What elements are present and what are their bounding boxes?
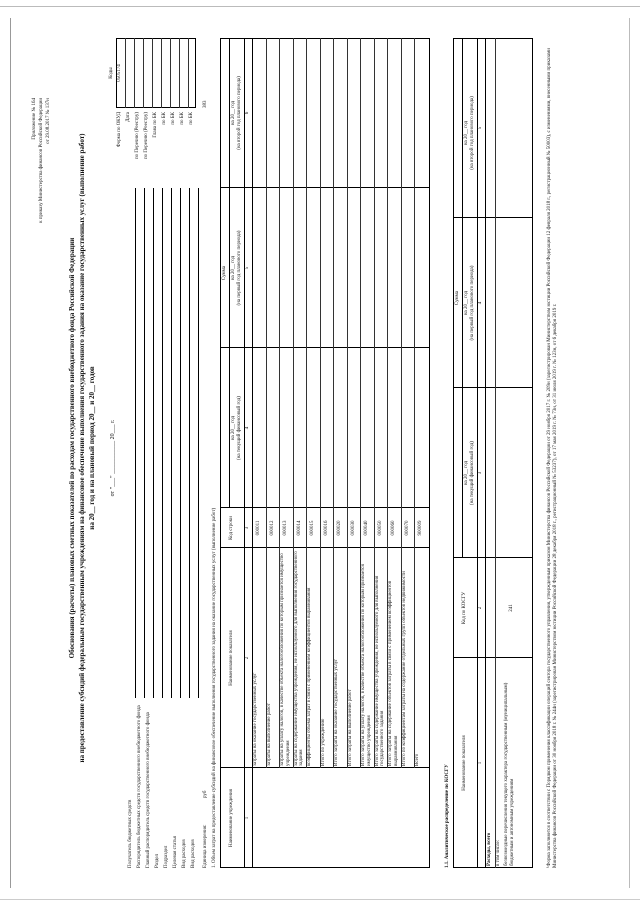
- codes-row-label: по БК: [180, 112, 185, 125]
- kosgu-header-year-note: (на второй год планового периода): [470, 96, 475, 170]
- table-row-name: Итого затраты на выполнение работ: [347, 689, 353, 766]
- kosgu-header-name: Наименование показателя: [462, 735, 467, 791]
- title-date-line: от "___" ___________ 20___ г.: [110, 419, 116, 497]
- codes-row-label: по БК: [171, 112, 176, 125]
- rotated-form: [20, 18, 620, 888]
- header-field-underline[interactable]: [180, 188, 181, 698]
- header-field-underline[interactable]: [153, 188, 154, 698]
- codes-row-label: Форма по ОКУД: [117, 112, 122, 148]
- header-field-underline[interactable]: [189, 188, 190, 698]
- table-row-name: Итого затраты на оказание государственных услуг: [334, 658, 339, 766]
- codes-row-label: Дата: [126, 112, 131, 122]
- unit-label: Единица измерения:: [203, 824, 208, 868]
- table-row-name: Итого по учреждению: [320, 718, 326, 766]
- col-number: 1: [245, 816, 250, 820]
- col-header-sum: Сумма: [222, 265, 227, 281]
- kosgu-header-year: на 20__ год: [464, 290, 469, 316]
- table-row-code: 000013: [283, 520, 288, 536]
- kosgu-row-name: безвозмездные перечисления текущего характера государственным (муниципальным) бюджетным и автономным учреждениям: [504, 682, 515, 866]
- col-number: 4: [245, 426, 250, 430]
- table-row-name: Итого затраты на уплату налогов, в качестве объекта налогообложения по которым признается имущество учреждения: [361, 564, 372, 766]
- kosgu-col-number: 5: [478, 126, 483, 130]
- table-row-name: коэффициенты объема затрат в связи с применением коэффициентов выравнивания: [307, 587, 312, 766]
- col-number: 5: [245, 266, 250, 270]
- table-row-name: затраты на содержание имущества учреждения, не используемого для выполнения государственного задания: [293, 551, 304, 766]
- kosgu-col-number: 2: [478, 606, 483, 610]
- table-row-code: 000014: [296, 520, 302, 536]
- col-header-year-note: (на первый год планового периода): [237, 230, 242, 306]
- codes-row-divider: [143, 38, 144, 108]
- col-number: 2: [245, 656, 250, 660]
- kosgu-row-name: в том числе:: [496, 839, 501, 866]
- table-sum-divider: [229, 38, 230, 508]
- kosgu-col-number: 3: [478, 471, 483, 475]
- kosgu-numbers-divider: [485, 38, 486, 868]
- scan-edge-left: [10, 18, 11, 888]
- kosgu-header-year-note: (на текущий финансовый год): [470, 441, 475, 505]
- col-header-year: на 20__ год: [231, 100, 236, 126]
- header-field-underline[interactable]: [135, 188, 136, 698]
- table-row-code: 000040: [364, 520, 369, 536]
- kosgu-sum-divider: [462, 38, 463, 558]
- header-field-underline[interactable]: [162, 188, 163, 698]
- header-field-underline[interactable]: [198, 188, 199, 698]
- scan-edge-right: [629, 18, 630, 888]
- header-field-label: Получатель бюджетных средств: [128, 799, 133, 868]
- appendix-line-1: Приложение № 164: [32, 98, 37, 140]
- col-header-year-note: (на второй год планового периода): [237, 76, 242, 150]
- codes-row-label: по Перечню (Реестру): [135, 112, 140, 160]
- table-row-name: затраты на оказание государственных услуг: [253, 672, 258, 766]
- codes-row-divider: [152, 38, 153, 108]
- kosgu-header-year: на 20__ год: [464, 460, 469, 486]
- header-field-label: Вид расходов: [182, 839, 187, 868]
- kosgu-header-year-note: (на первый год планового периода): [470, 265, 475, 341]
- kosgu-header-year: на 20__ год: [464, 120, 469, 146]
- codes-row-label: по Перечню (Реестру): [144, 112, 149, 160]
- title-line-3: на 20__ год и на плановый период 20__ и 20__ годов: [88, 366, 96, 530]
- codes-header: Коды: [109, 67, 114, 79]
- table-row-code: 000070: [404, 520, 410, 536]
- codes-row-divider: [170, 38, 171, 108]
- codes-box: [116, 38, 196, 108]
- footnote: ¹Форма заполняется в соответствии с Порядком применения классификации операций сектора государственного управления, утвержденным приказом Министерства финансов Российской Федерации от 29 ноября 2017 г. № 209н (зарегистрирован Министерством юстиции Российской Федерации 12 февраля 2018 г., регистрационный № 50003), с изменениями, внесенными приказами Министерства финансов Российской Федерации от 30 ноября 2018 г. № 244н (зарегистрирован Министерством юстиции Российской Федерации 28 декабря 2018 г., регистрационный № 53237), от 17 мая 2019 г. № 73н, от 31 июля 2019 г. № 123н, от 6 декабря 2019 г.: [547, 48, 558, 868]
- okei-value: 383: [203, 100, 208, 108]
- header-field-label: Раздел: [155, 853, 160, 868]
- table-row-code: 900009: [418, 520, 423, 536]
- table-row-code: 000012: [269, 520, 275, 536]
- col-number: 6: [245, 111, 250, 115]
- kosgu-col-number: 4: [478, 301, 483, 305]
- header-field-underline[interactable]: [144, 188, 145, 698]
- kosgu-header-sum: Сумма: [455, 290, 460, 306]
- codes-row-divider: [134, 38, 135, 108]
- header-field-label: Вид расходов: [191, 839, 196, 868]
- table-row-code: 000016: [323, 520, 329, 536]
- kosgu-row-code: 241: [509, 604, 514, 612]
- codes-row-divider: [188, 38, 189, 108]
- col-header-name: Наименование показателя: [229, 630, 234, 686]
- col-header-year-note: (на текущий финансовый год): [237, 396, 242, 460]
- col-number: 3: [245, 526, 250, 530]
- col-header-institution: Наименование учреждения: [229, 789, 234, 848]
- header-field-label: Подраздел: [164, 845, 169, 868]
- title-line-1: Обоснования (расчеты) плановых сметных показателей по расходам государственного внебюджетного фонда Российской Федерации: [68, 237, 76, 659]
- codes-row-value: 0505174: [117, 64, 122, 82]
- header-field-underline[interactable]: [171, 188, 172, 698]
- kosgu-col-number: 1: [478, 761, 483, 765]
- codes-row-divider: [179, 38, 180, 108]
- codes-row-label: по БК: [189, 112, 194, 125]
- table-row-name: затраты на выполнение работ: [266, 703, 272, 766]
- table-row-code: 000030: [350, 520, 356, 536]
- section1-title: 1. Объем затрат на предоставление субсидий на финансовое обеспечение выполнения государственного задания на оказание государственных услуг (выполнение работ): [212, 507, 217, 868]
- title-line-2: на предоставление субсидий федеральным государственным учреждениям на финансовое обеспечение выполнения государственного задания на оказание государственных услуг (выполнение работ): [78, 133, 86, 763]
- codes-row-label: по БК: [162, 112, 167, 125]
- codes-row-label: Глава по БК: [153, 112, 158, 138]
- table-row-name: Итого затраты на содержание имущества учреждения, не используемого для выполнения государственного задания: [374, 575, 385, 766]
- codes-row-divider: [161, 38, 162, 108]
- appendix-line-2: к приказу Министерства финансов Российской Федерации: [39, 98, 44, 223]
- section11-title: 1.1. Аналитическое распределение по КОСГУ: [445, 764, 450, 868]
- table-row-name: затраты на уплату налогов, в качестве объекта налогообложения по которым признается имущество учреждения: [280, 553, 291, 766]
- appendix-line-3: от 29.08.2017 № 137н: [46, 98, 51, 144]
- table-row-name: Итого затраты на содержание объектов затраты в связи с применением коэффициентов выравнивания: [388, 580, 399, 766]
- col-header-year: на 20__ год: [231, 415, 236, 441]
- col-header-year: на 20__ год: [231, 255, 236, 281]
- table-row-code: 000050: [377, 520, 383, 536]
- table-row-code: 000015: [310, 520, 315, 536]
- unit-value: руб: [203, 790, 208, 798]
- table-row-code: 000060: [391, 520, 396, 536]
- header-field-label: Распорядитель бюджетных средств государственного внебюджетного фонда: [137, 705, 142, 868]
- kosgu-row-name: Расходы, всего: [487, 832, 492, 866]
- table-row-name: Итого по коэффициентам затраты на содержание отдельных групп объектов недвижимости: [401, 571, 407, 766]
- table-row-code: 000011: [256, 520, 261, 536]
- header-field-label: Целевая статья: [173, 836, 178, 868]
- table-row-code: 000020: [337, 520, 342, 536]
- codes-row-divider: [125, 38, 126, 108]
- header-field-label: Главный распорядитель средств государственного внебюджетного фонда: [146, 712, 151, 868]
- table-row-name: Всего: [415, 753, 420, 766]
- scan-edge-top: [0, 0, 640, 7]
- kosgu-header-code: Код по КОСГУ: [462, 591, 467, 625]
- col-header-code: Код строки: [229, 516, 234, 540]
